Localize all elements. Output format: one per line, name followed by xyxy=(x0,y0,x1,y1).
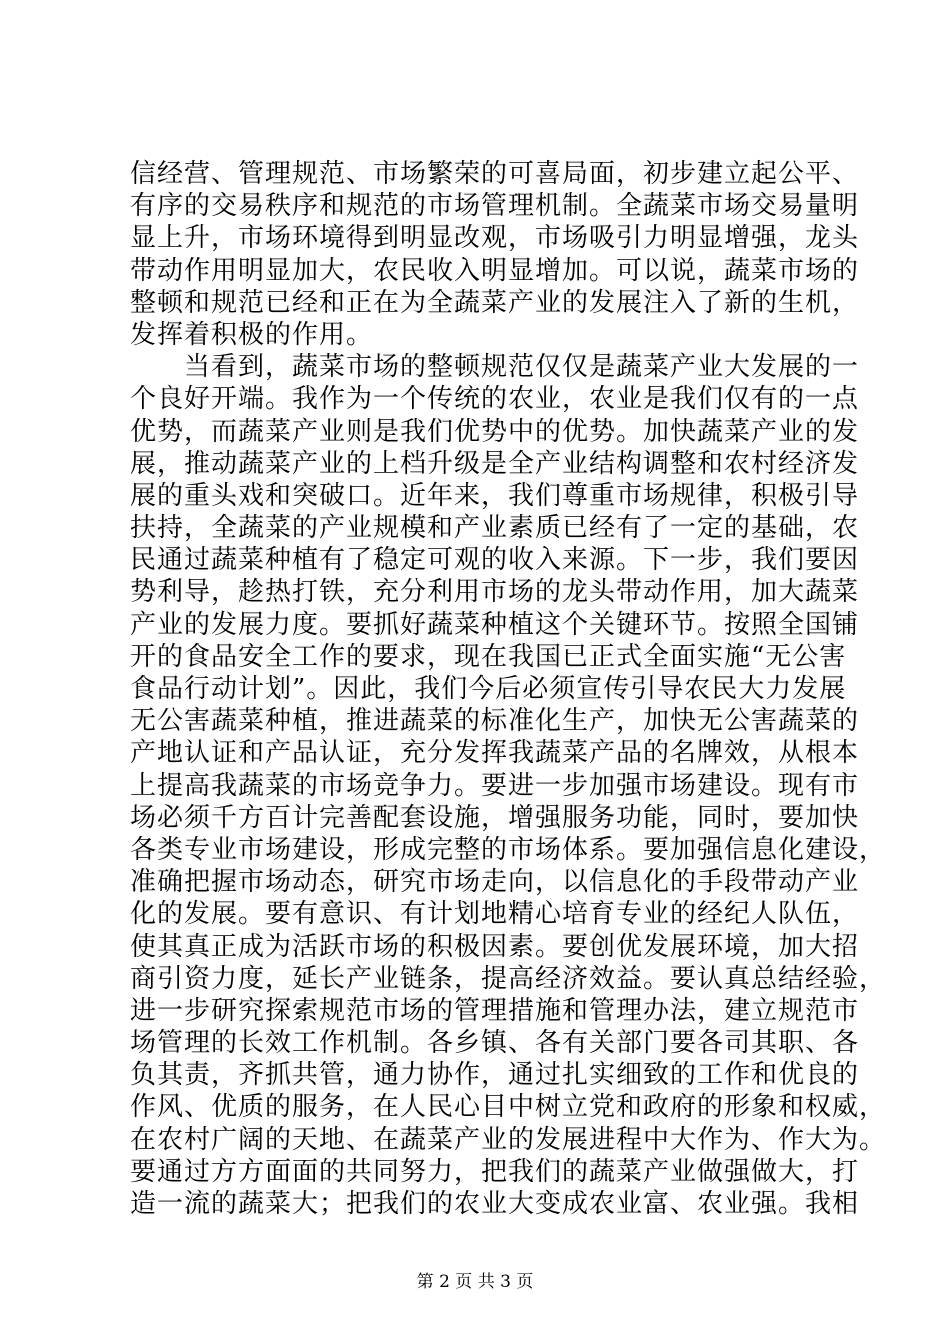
text-line: 场必须千方百计完善配套设施，增强服务功能，同时，要加快 xyxy=(130,802,860,833)
text-line: 个良好开端。我作为一个传统的农业，农业是我们仅有的一点 xyxy=(130,384,860,415)
text-line: 进一步研究探索规范市场的管理措施和管理办法，建立规范市 xyxy=(130,995,860,1026)
text-line: 上提高我蔬菜的市场竞争力。要进一步加强市场建设。现有市 xyxy=(130,770,860,801)
text-line: 优势，而蔬菜产业则是我们优势中的优势。加快蔬菜产业的发 xyxy=(130,416,860,447)
text-line: 展，推动蔬菜产业的上档升级是全产业结构调整和农村经济发 xyxy=(130,448,860,479)
text-line: 显上升，市场环境得到明显改观，市场吸引力明显增强，龙头 xyxy=(130,223,860,254)
text-line: 民通过蔬菜种植有了稳定可观的收入来源。下一步，我们要因 xyxy=(130,545,860,576)
document-body xyxy=(130,158,887,1220)
text-line: 商引资力度，延长产业链条，提高经济效益。要认真总结经验， xyxy=(130,963,887,994)
text-line: 场管理的长效工作机制。各乡镇、各有关部门要各司其职、各 xyxy=(130,1028,860,1059)
text-line: 开的食品安全工作的要求，现在我国已正式全面实施“无公害 xyxy=(130,641,847,672)
text-line: 准确把握市场动态，研究市场走向，以信息化的手段带动产业 xyxy=(130,867,860,898)
text-line: 扶持，全蔬菜的产业规模和产业素质已经有了一定的基础，农 xyxy=(130,513,860,544)
text-line: 造一流的蔬菜大；把我们的农业大变成农业富、农业强。我相 xyxy=(130,1189,860,1219)
text-line: 产业的发展力度。要抓好蔬菜种植这个关键环节。按照全国铺 xyxy=(130,609,860,640)
text-line: 化的发展。要有意识、有计划地精心培育专业的经纪人队伍， xyxy=(130,899,860,930)
text-line: 整顿和规范已经和正在为全蔬菜产业的发展注入了新的生机， xyxy=(130,287,860,318)
text-line: 无公害蔬菜种植，推进蔬菜的标准化生产，加快无公害蔬菜的 xyxy=(130,706,860,737)
text-line: 在农村广阔的天地、在蔬菜产业的发展进程中大作为、作大为。 xyxy=(130,1124,887,1155)
text-line: 信经营、管理规范、市场繁荣的可喜局面，初步建立起公平、 xyxy=(130,159,860,189)
text-line: 要通过方方面面的共同努力，把我们的蔬菜产业做强做大，打 xyxy=(130,1156,860,1187)
text-line: 当看到，蔬菜市场的整顿规范仅仅是蔬菜产业大发展的一 xyxy=(130,352,860,383)
text-line: 作风、优质的服务，在人民心目中树立党和政府的形象和权威， xyxy=(130,1092,887,1123)
text-line: 有序的交易秩序和规范的市场管理机制。全蔬菜市场交易量明 xyxy=(130,191,860,222)
text-line: 负其责，齐抓共管，通力协作，通过扎实细致的工作和优良的 xyxy=(130,1060,860,1091)
page-number-footer: 第 2 页 共 3 页 xyxy=(416,1272,534,1292)
text-line: 产地认证和产品认证，充分发挥我蔬菜产品的名牌效，从根本 xyxy=(130,738,860,769)
text-line: 各类专业市场建设，形成完整的市场体系。要加强信息化建设， xyxy=(130,834,887,865)
text-line: 食品行动计划”。因此，我们今后必须宣传引导农民大力发展 xyxy=(130,674,847,704)
text-line: 展的重头戏和突破口。近年来，我们尊重市场规律，积极引导 xyxy=(130,480,860,511)
text-line: 发挥着积极的作用。 xyxy=(130,319,374,350)
text-line: 势利导，趁热打铁，充分利用市场的龙头带动作用，加大蔬菜 xyxy=(130,577,860,608)
text-line: 使其真正成为活跃市场的积极因素。要创优发展环境，加大招 xyxy=(130,931,860,962)
text-line: 带动作用明显加大，农民收入明显增加。可以说，蔬菜市场的 xyxy=(130,255,860,286)
